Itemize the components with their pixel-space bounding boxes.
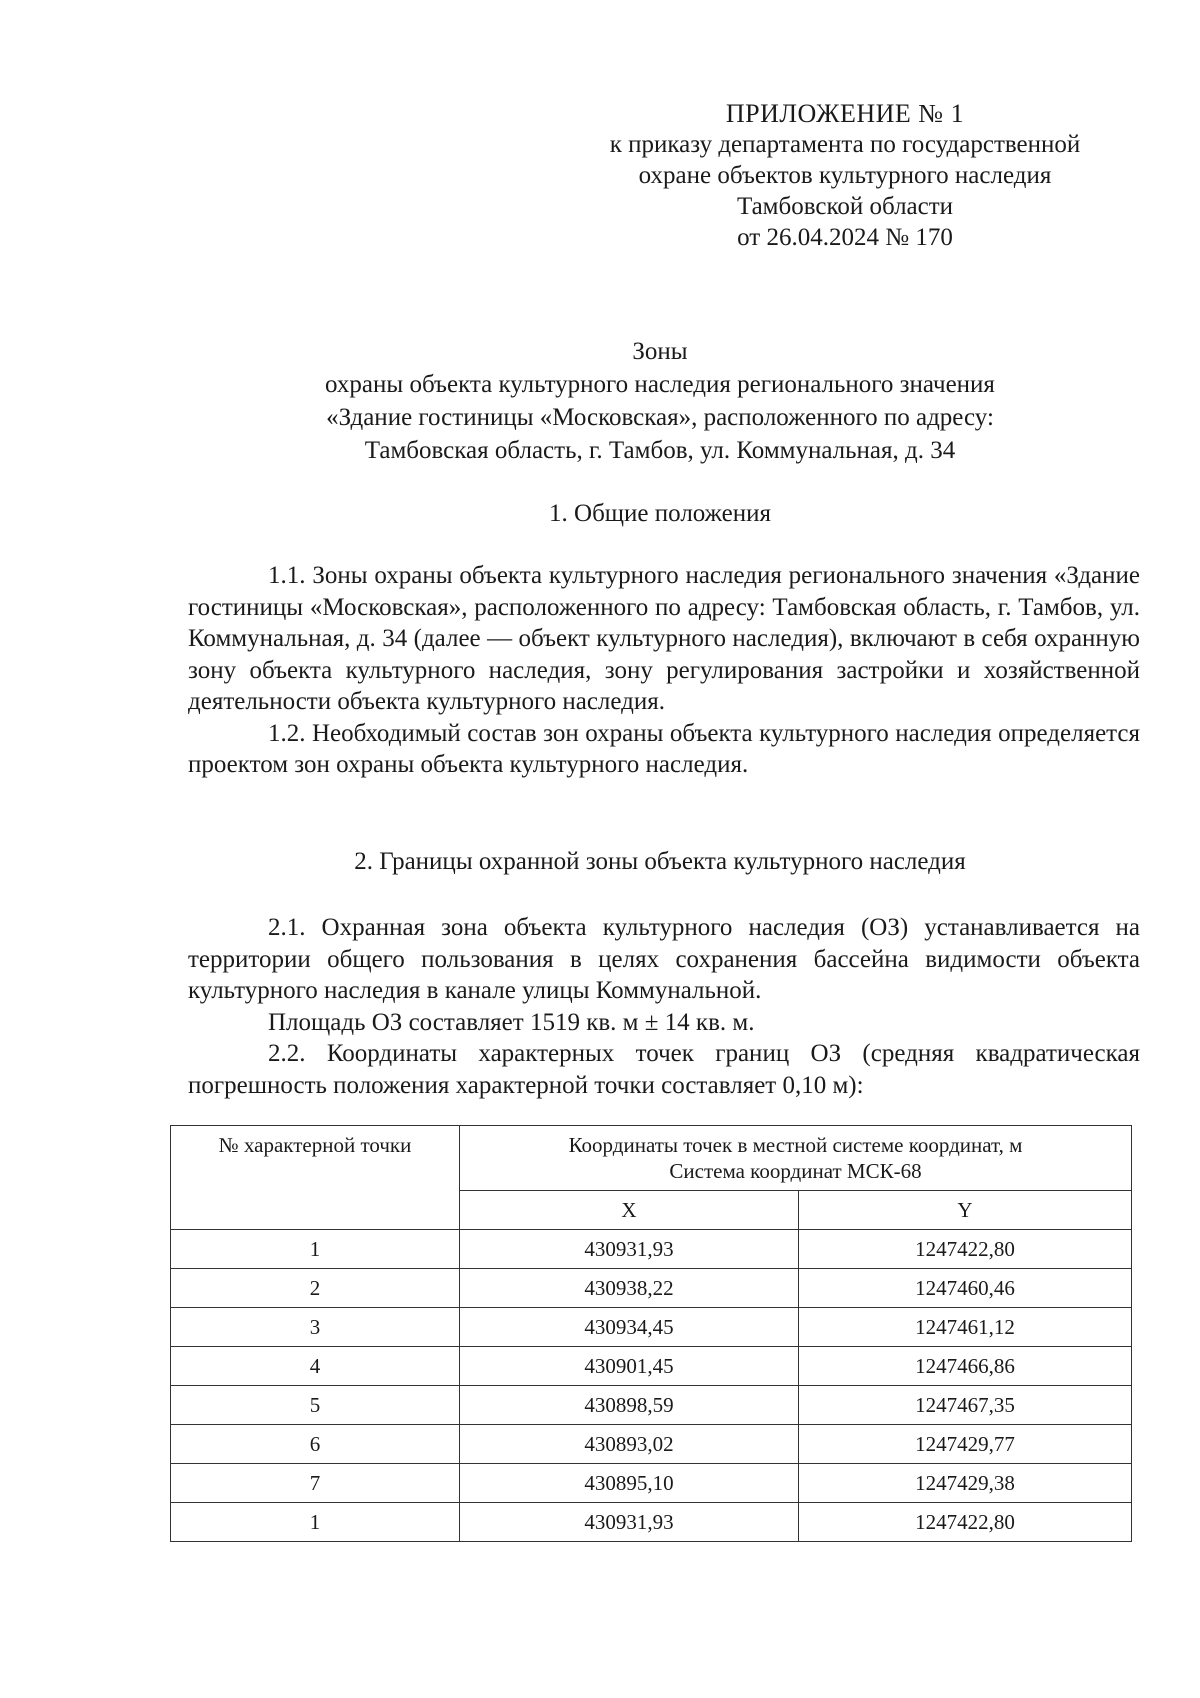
x-value: 430893,02: [460, 1425, 799, 1464]
point-number: 6: [171, 1425, 460, 1464]
x-value: 430895,10: [460, 1464, 799, 1503]
y-value: 1247466,86: [799, 1347, 1132, 1386]
y-value: 1247429,38: [799, 1464, 1132, 1503]
paragraph-1-2: 1.2. Необходимый состав зон охраны объекта культурного наследия определяется проектом зон охраны объекта культурного наследия.: [188, 719, 1140, 778]
appendix-header: [540, 98, 1150, 253]
point-number: 5: [171, 1386, 460, 1425]
title-line: «Здание гостиницы «Московская», расположенного по адресу:: [326, 404, 994, 431]
header-x: X: [460, 1191, 799, 1230]
y-value: 1247422,80: [799, 1503, 1132, 1542]
title-line: Тамбовская область, г. Тамбов, ул. Коммунальная, д. 34: [364, 437, 956, 464]
table-row: [171, 1308, 1132, 1347]
table-row: [171, 1464, 1132, 1503]
section-2-body: [188, 912, 1140, 1101]
header-point-number: № характерной точки: [171, 1126, 460, 1230]
table-row: [171, 1503, 1132, 1542]
section-1-body: [188, 560, 1140, 781]
appendix-date-number: от 26.04.2024 № 170: [737, 224, 953, 251]
table-row: [171, 1386, 1132, 1425]
point-number: 3: [171, 1308, 460, 1347]
y-value: 1247429,77: [799, 1425, 1132, 1464]
coordinates-table: [170, 1125, 1132, 1542]
table-row: [171, 1230, 1132, 1269]
header-coordinates-label: Координаты точек в местной системе координат, м: [568, 1133, 1023, 1157]
x-value: 430901,45: [460, 1347, 799, 1386]
paragraph-1-1: 1.1. Зоны охраны объекта культурного наследия регионального значения «Здание гостиницы «Московская», расположенного по адресу: Тамбовская область, г. Тамбов, ул. Коммунальная, д. 34 (далее — объект культурного наследия), включают в себя охранную зону объекта культурного наследия, зону регулирования застройки и хозяйственной деятельности объекта культурного наследия.: [188, 562, 1140, 715]
y-value: 1247461,12: [799, 1308, 1132, 1347]
y-value: 1247422,80: [799, 1230, 1132, 1269]
point-number: 2: [171, 1269, 460, 1308]
x-value: 430934,45: [460, 1308, 799, 1347]
section-2-heading: 2. Границы охранной зоны объекта культурного наследия: [354, 848, 966, 875]
section-1-heading: 1. Общие положения: [549, 500, 771, 527]
table-row: [171, 1269, 1132, 1308]
appendix-line: к приказу департамента по государственной: [609, 131, 1081, 158]
x-value: 430931,93: [460, 1503, 799, 1542]
y-value: 1247460,46: [799, 1269, 1132, 1308]
area-paragraph: Площадь ОЗ составляет 1519 кв. м ± 14 кв. м.: [268, 1008, 755, 1036]
x-value: 430931,93: [460, 1230, 799, 1269]
appendix-heading: ПРИЛОЖЕНИЕ № 1: [725, 99, 965, 128]
header-coordinate-system: Система координат МСК-68: [669, 1159, 922, 1183]
paragraph-2-1: 2.1. Охранная зона объекта культурного наследия (ОЗ) устанавливается на территории общего пользования в целях сохранения бассейна видимости объекта культурного наследия в канале улицы Коммунальной.: [188, 914, 1140, 1004]
point-number: 7: [171, 1464, 460, 1503]
point-number: 1: [171, 1503, 460, 1542]
point-number: 4: [171, 1347, 460, 1386]
x-value: 430898,59: [460, 1386, 799, 1425]
appendix-line: охране объектов культурного наследия: [638, 162, 1052, 189]
title-line: охраны объекта культурного наследия регионального значения: [325, 371, 995, 398]
header-coordinates: [460, 1126, 1132, 1191]
title-line: Зоны: [632, 338, 688, 365]
table-row: [171, 1347, 1132, 1386]
point-number: 1: [171, 1230, 460, 1269]
paragraph-2-2: 2.2. Координаты характерных точек границ ОЗ (средняя квадратическая погрешность положения характерной точки составляет 0,10 м):: [188, 1040, 1140, 1099]
table-row: [171, 1425, 1132, 1464]
x-value: 430938,22: [460, 1269, 799, 1308]
document-title: [175, 335, 1145, 467]
header-y: Y: [799, 1191, 1132, 1230]
y-value: 1247467,35: [799, 1386, 1132, 1425]
appendix-line: Тамбовской области: [736, 193, 954, 220]
